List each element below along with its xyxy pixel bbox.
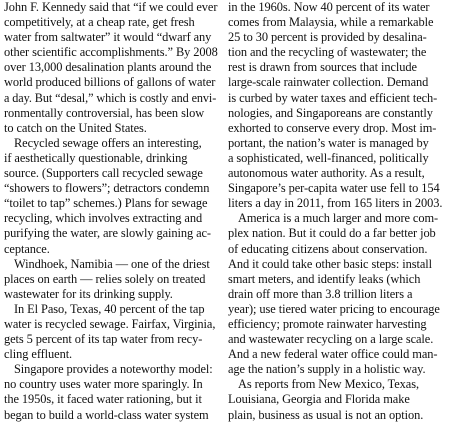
text-line: began to build a world-class water system xyxy=(4,407,209,422)
text-line: gets 5 percent of its tap water from recy- xyxy=(4,332,203,347)
text-line: plex nation. But it could do a far better job xyxy=(228,226,436,241)
text-line: “showers to flowers”; detractors condemn xyxy=(4,181,210,196)
text-line: a day. But “desal,” which is costly and envi- xyxy=(4,90,217,105)
text-line: year); use tiered water pricing to encourage xyxy=(228,301,440,316)
text-line: 25 to 30 percent is provided by desalina- xyxy=(228,30,427,45)
text-line: efficiency; promote rainwater harvesting xyxy=(228,316,427,331)
text-line: comes from Malaysia, while a remarkable xyxy=(228,15,434,30)
text-line: places on earth — relies solely on treated xyxy=(4,271,206,286)
text-line: As reports from New Mexico, Texas, xyxy=(238,377,419,392)
text-line: other scientific accomplishments.” By 2008 xyxy=(4,45,218,60)
text-line: ceptance. xyxy=(4,241,50,256)
text-line: ronmentally controversial, has been slow xyxy=(4,105,205,120)
text-line: liters a day in 2011, from 165 liters in 2003. xyxy=(228,196,443,211)
text-line: In El Paso, Texas, 40 percent of the tap xyxy=(14,301,205,316)
text-line: wastewater for its drinking supply. xyxy=(4,286,173,301)
article-column-left xyxy=(4,0,218,422)
text-line: autonomous water authority. As a result, xyxy=(228,166,425,181)
text-line: Singapore provides a noteworthy model: xyxy=(14,362,213,377)
text-line: water is recycled sewage. Fairfax, Virginia, xyxy=(4,316,216,331)
text-line: recycling, which involves extracting and xyxy=(4,211,203,226)
text-line: Recycled sewage offers an interesting, xyxy=(14,135,202,150)
text-line: “toilet to tap” schemes.) Plans for sewage xyxy=(4,196,208,211)
text-line: is curbed by water taxes and efficient tech- xyxy=(228,90,438,105)
text-line: nologies, and Singaporeans are constantly xyxy=(228,105,433,120)
text-line: a sophisticated, well-financed, politically xyxy=(228,150,429,165)
text-line: And a new federal water office could man- xyxy=(228,347,438,362)
text-line: America is a much larger and more com- xyxy=(238,211,439,226)
text-line: Singapore’s per-capita water use fell to 154 xyxy=(228,181,440,196)
text-line: age the nation’s supply in a holistic way. xyxy=(228,362,426,377)
text-line: in the 1960s. Now 40 percent of its water xyxy=(228,0,430,14)
text-line: John F. Kennedy said that “if we could ever xyxy=(4,0,218,14)
text-line: rest is drawn from sources that include xyxy=(228,60,417,75)
text-line: smart meters, and identify leaks (which xyxy=(228,271,421,286)
text-line: of educating citizens about conservation. xyxy=(228,241,428,256)
text-line: source. (Supporters call recycled sewage xyxy=(4,166,203,181)
text-line: exhorted to conserve every drop. Most im- xyxy=(228,120,437,135)
text-line: plain, business as usual is not an option. xyxy=(228,407,424,422)
text-line: drain off more than 3.8 trillion liters a xyxy=(228,286,413,301)
text-line: Windhoek, Namibia — one of the driest xyxy=(14,256,210,271)
text-line: over 13,000 desalination plants around the xyxy=(4,60,212,75)
text-line: purifying the water, are slowly gaining ac- xyxy=(4,226,211,241)
text-line: Louisiana, Georgia and Florida make xyxy=(228,392,410,407)
text-line: cling effluent. xyxy=(4,347,73,362)
text-line: and wastewater recycling on a large scale. xyxy=(228,332,434,347)
text-line: large-scale rainwater collection. Demand xyxy=(228,75,429,90)
article-column-right xyxy=(228,0,443,422)
text-line: no country uses water more sparingly. In xyxy=(4,377,203,392)
text-line: water from saltwater” it would “dwarf any xyxy=(4,30,212,45)
text-line: if aesthetically questionable, drinking xyxy=(4,150,188,165)
text-line: competitively, at a cheap rate, get fresh xyxy=(4,15,195,30)
text-line: world produced billions of gallons of water xyxy=(4,75,216,90)
text-line: to catch on the United States. xyxy=(4,120,147,135)
text-line: And it could take other basic steps: install xyxy=(228,256,432,271)
text-line: portant, the nation’s water is managed by xyxy=(228,135,429,150)
text-line: tion and the recycling of wastewater; the xyxy=(228,45,427,60)
text-line: the 1950s, it faced water rationing, but it xyxy=(4,392,202,407)
